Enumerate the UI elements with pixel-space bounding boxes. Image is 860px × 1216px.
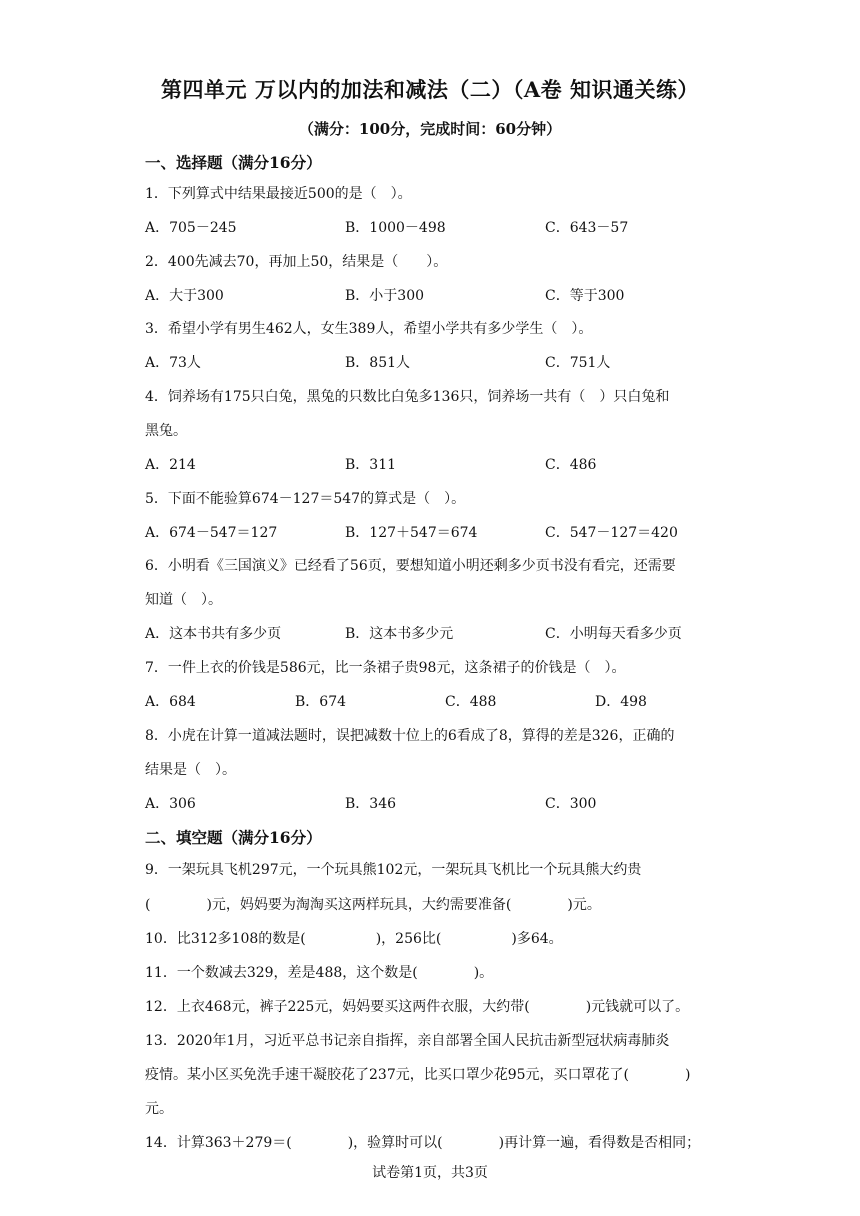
question-stem-continued: 结果是（ ）。 xyxy=(145,762,236,778)
option-c: C．751人 xyxy=(545,355,611,371)
option-a: A．大于300 xyxy=(145,288,224,304)
page-subtitle: （满分：100分，完成时间：60分钟） xyxy=(298,120,562,138)
question-stem: 7．一件上衣的价钱是586元，比一条裙子贵98元，这条裙子的价钱是（ ）。 xyxy=(145,660,626,676)
option-c: C．547－127＝420 xyxy=(545,525,678,541)
fill-question: 13．2020年1月，习近平总书记亲自指挥，亲自部署全国人民抗击新型冠状病毒肺炎 xyxy=(145,1033,670,1049)
question-stem: 6．小明看《三国演义》已经看了56页，要想知道小明还剩多少页书没有看完，还需要 xyxy=(145,558,676,574)
option-c: C．300 xyxy=(545,796,597,812)
option-a: A．705－245 xyxy=(145,220,237,236)
fill-question: 10．比312多108的数是( )，256比( )多64。 xyxy=(145,931,563,947)
option-c: C．小明每天看多少页 xyxy=(545,626,682,642)
question-stem: 1．下列算式中结果最接近500的是（ ）。 xyxy=(145,186,412,202)
page-title: 第四单元 万以内的加法和减法（二）（A卷 知识通关练） xyxy=(161,77,699,102)
option-a: A．73人 xyxy=(145,355,201,371)
question-stem: 3．希望小学有男生462人，女生389人，希望小学共有多少学生（ ）。 xyxy=(145,321,593,337)
fill-question: 12．上衣468元，裤子225元，妈妈要买这两件衣服，大约带( )元钱就可以了。 xyxy=(145,999,690,1015)
section-heading-choice: 一、选择题（满分16分） xyxy=(145,153,322,172)
fill-question: 9．一架玩具飞机297元，一个玩具熊102元，一架玩具飞机比一个玩具熊大约贵 xyxy=(145,862,642,878)
option-row xyxy=(145,218,745,238)
question-stem: 4．饲养场有175只白兔，黑兔的只数比白兔多136只，饲养场一共有（ ）只白兔和 xyxy=(145,389,670,405)
question-stem: 5．下面不能验算674－127＝547的算式是（ ）。 xyxy=(145,491,466,507)
option-b: B．674 xyxy=(295,694,347,710)
option-row xyxy=(145,286,745,306)
option-d: D．498 xyxy=(595,694,647,710)
option-a: A．214 xyxy=(145,457,196,473)
section-heading-fill: 二、填空题（满分16分） xyxy=(145,828,322,847)
option-c: C．488 xyxy=(445,694,497,710)
fill-question: 14．计算363＋279＝( )，验算时可以( )再计算一遍，看得数是否相同； xyxy=(145,1135,701,1151)
option-c: C．486 xyxy=(545,457,597,473)
option-b: B．346 xyxy=(345,796,397,812)
fill-question-continued: ( )元，妈妈要为淘淘买这两样玩具，大约需要准备( )元。 xyxy=(145,897,601,913)
question-stem-continued: 知道（ ）。 xyxy=(145,592,222,608)
option-row xyxy=(145,624,745,644)
option-b: B．这本书多少元 xyxy=(345,626,454,642)
option-b: B．1000－498 xyxy=(345,220,446,236)
option-row xyxy=(145,523,745,543)
option-b: B．311 xyxy=(345,457,397,473)
option-row xyxy=(145,794,745,814)
question-stem: 2．400先减去70，再加上50，结果是（ ）。 xyxy=(145,254,448,270)
fill-question: 11．一个数减去329，差是488，这个数是( )。 xyxy=(145,965,494,981)
option-row xyxy=(145,692,745,712)
option-a: A．684 xyxy=(145,694,196,710)
option-c: C．643－57 xyxy=(545,220,629,236)
option-a: A．306 xyxy=(145,796,196,812)
option-a: A．这本书共有多少页 xyxy=(145,626,282,642)
fill-question-continued: 疫情。某小区买免洗手速干凝胶花了237元，比买口罩少花95元，买口罩花了( ) xyxy=(145,1067,691,1083)
option-row xyxy=(145,455,745,475)
question-stem-continued: 黑兔。 xyxy=(145,423,187,439)
option-b: B．127＋547＝674 xyxy=(345,525,478,541)
option-b: B．小于300 xyxy=(345,288,425,304)
page-footer: 试卷第1页，共3页 xyxy=(372,1165,488,1181)
option-b: B．851人 xyxy=(345,355,411,371)
option-c: C．等于300 xyxy=(545,288,625,304)
question-stem: 8．小虎在计算一道减法题时，误把减数十位上的6看成了8，算得的差是326，正确的 xyxy=(145,728,675,744)
option-a: A．674－547＝127 xyxy=(145,525,278,541)
option-row xyxy=(145,353,745,373)
fill-question-continued: 元。 xyxy=(145,1101,173,1117)
